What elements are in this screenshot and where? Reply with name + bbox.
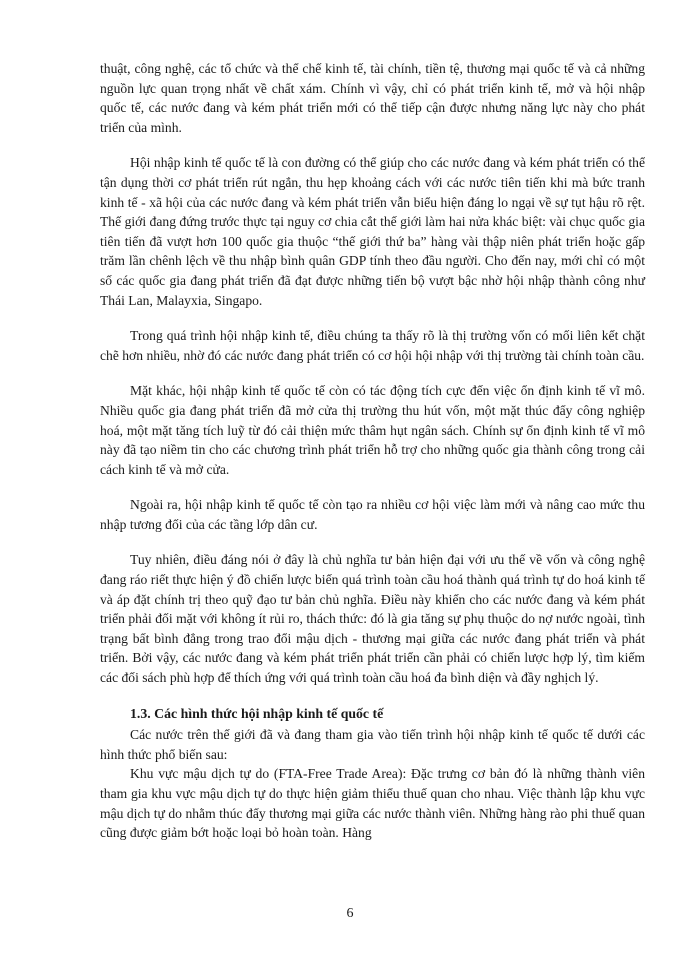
paragraph-forms-intro: Các nước trên thế giới đã và đang tham gia vào tiến trình hội nhập kinh tế quốc tế dưới các hình thức phổ biến sau: bbox=[100, 727, 645, 762]
paragraph-risks: Tuy nhiên, điều đáng nói ở đây là chủ nghĩa tư bản hiện đại với ưu thế về vốn và công nghệ đang ráo riết thực hiện ý đồ chiến lược biến quá trình toàn cầu hoá thành quá trình tự do hoá kinh tế và áp đặt chính trị theo quỹ đạo tư bản chủ nghĩa. Điều này khiến cho các nước đang và kém phát triển phải đối mặt với không ít rủi ro, thách thức: đó là gia tăng sự phụ thuộc do nợ nước ngoài, tình trạng bất bình đẳng trong trao đổi mậu dịch - thương mại giữa các nước đang phát triển và phát triển. Bởi vậy, các nước đang và kém phát triển phát triển cần phải có chiến lược hợp lý, tìm kiếm các đối sách phù hợp để thích ứng với quá trình toàn cầu hoá đa bình diện và đầy nghịch lý. bbox=[100, 552, 645, 686]
paragraph-continuation: thuật, công nghệ, các tổ chức và thể chế kinh tế, tài chính, tiền tệ, thương mại quốc tế và cả những nguồn lực quan trọng nhất về chất xám. Chính vì vậy, chỉ có phát triển kinh tế, mở và hội nhập quốc tế, các nước đang và kém phát triển mới có thể tiếp cận được nhưng năng lực này cho phát triển của mình. bbox=[100, 61, 645, 135]
paragraph-employment: Ngoài ra, hội nhập kinh tế quốc tế còn tạo ra nhiều cơ hội việc làm mới và nâng cao mức thu nhập tương đối của các tầng lớp dân cư. bbox=[100, 497, 645, 532]
paragraph-fta: Khu vực mậu dịch tự do (FTA-Free Trade Area): Đặc trưng cơ bản đó là những thành viên tham gia khu vực mậu dịch tự do thực hiện giảm thiểu thuế quan cho nhau. Việc thành lập khu vực mậu dịch tự do nhằm thúc đẩy thương mại giữa các nước thành viên. Những hàng rào phi thuế quan cũng được giảm bớt hoặc loại bỏ hoàn toàn. Hàng bbox=[100, 766, 645, 841]
page-number: 6 bbox=[346, 906, 354, 921]
paragraph-integration-path: Hội nhập kinh tế quốc tế là con đường có thể giúp cho các nước đang và kém phát triển có thể tận dụng thời cơ phát triển rút ngắn, thu hẹp khoảng cách với các nước tiên tiến khi mà bức tranh kinh tế - xã hội của các nước đang và kém phát triển vẫn biểu hiện đáng lo ngại về sự tụt hậu rõ rệt. Thế giới đang đứng trước thực tại nguy cơ chia cắt thế giới làm hai nửa khác biệt: vài chục quốc gia tiên tiến đã vượt hơn 100 quốc gia thuộc “thế giới thứ ba” hàng vài thập niên phát triển hoặc gấp trăm lần chênh lệch về thu nhập bình quân GDP tính theo đầu người. Cho đến nay, mới chỉ có một số các quốc gia đang phát triển đã đạt được những tiến bộ vượt bậc nhờ hội nhập thành công như Thái Lan, Malayxia, Singapo. bbox=[100, 155, 645, 308]
section-heading: 1.3. Các hình thức hội nhập kinh tế quốc tế bbox=[130, 705, 384, 721]
page-body bbox=[100, 59, 645, 843]
paragraph-capital-market: Trong quá trình hội nhập kinh tế, điều chúng ta thấy rõ là thị trường vốn có mối liên kết chặt chẽ hơn nhiều, nhờ đó các nước đang phát triển có cơ hội hội nhập với thị trường tài chính toàn cầu. bbox=[100, 328, 645, 363]
paragraph-macro-stability: Mặt khác, hội nhập kinh tế quốc tế còn có tác động tích cực đến việc ổn định kinh tế vĩ mô. Nhiều quốc gia đang phát triển đã mở cửa thị trường thu hút vốn, một mặt thúc đẩy công nghiệp hoá, một mặt tăng tích luỹ từ đó cải thiện mức thâm hụt ngân sách. Chính sự ổn định kinh tế vĩ mô này đã tạo niềm tin cho các chương trình phát triển hỗ trợ cho những quốc gia thành công trong cải cách kinh tế và mở cửa. bbox=[100, 383, 645, 477]
